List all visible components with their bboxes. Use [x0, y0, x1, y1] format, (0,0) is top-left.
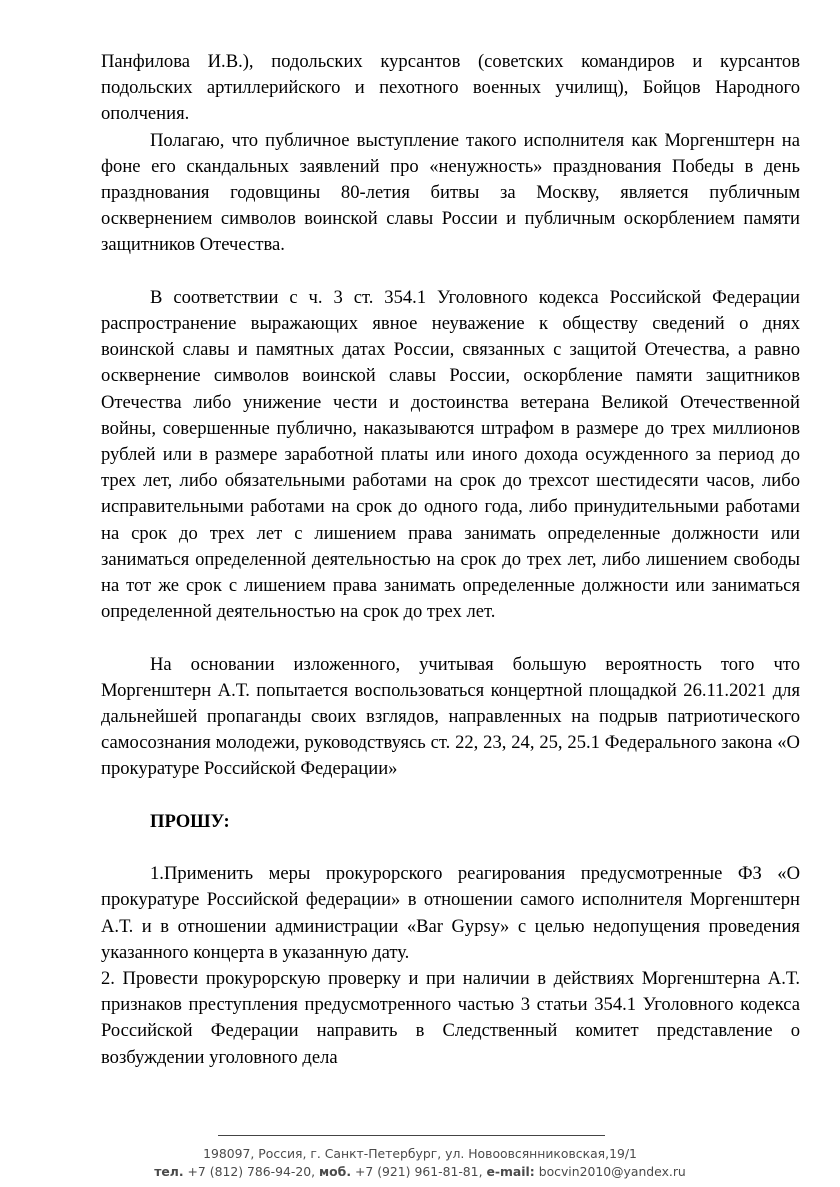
email-address: bocvin2010@yandex.ru [538, 1164, 686, 1179]
footer-address: 198097, Россия, г. Санкт-Петербург, ул. Новоовсянниковская,19/1 [203, 1146, 637, 1161]
paragraph-spacer [101, 259, 800, 285]
footer-contacts [0, 1163, 840, 1180]
email-label: e-mail: [486, 1164, 535, 1179]
mobile-number: +7 (921) 961-81-81, [354, 1164, 483, 1179]
request-item-2: 2. Провести прокурорскую проверку и при наличии в действиях Моргенштерна А.Т. признаков преступления предусмотренного частью 3 статьи 354.1 Уголовного кодекса Российской Федерации направить в Следственный комитет представление о возбуждении уголовного дела [101, 968, 800, 1068]
phone-label: тел. [154, 1164, 184, 1179]
document-body [101, 49, 800, 1071]
footer-divider [218, 1135, 605, 1136]
request-item-1: 1.Применить меры прокурорского реагирования предусмотренные ФЗ «О прокуратуре Российской федерации» в отношении самого исполнителя Моргенштерн А.Т. и в отношении администрации «Bar Gypsy» с целью недопущения проведения указанного концерта в указанную дату. [101, 863, 800, 963]
mobile-label: моб. [319, 1164, 352, 1179]
paragraph-spacer [101, 835, 800, 861]
paragraph-opinion: Полагаю, что публичное выступление такого исполнителя как Моргенштерн на фоне его скандальных заявлений про «ненужность» празднования Победы в день празднования годовщины 80-летия битвы за Москву, является публичным осквернением символов воинской славы России и публичным оскорблением памяти защитников Отечества. [101, 129, 800, 256]
phone-number: +7 (812) 786-94-20, [187, 1164, 316, 1179]
paragraph-basis: На основании изложенного, учитывая большую вероятность того что Моргенштерн А.Т. попытается воспользоваться концертной площадкой 26.11.2021 для дальнейшей пропаганды своих взглядов, направленных на подрыв патриотического самосознания молодежи, руководствуясь ст. 22, 23, 24, 25, 25.1 Федерального закона «О прокуратуре Российской Федерации» [101, 653, 800, 780]
paragraph-spacer [101, 625, 800, 651]
paragraph-continuation: Панфилова И.В.), подольских курсантов (советских командиров и курсантов подольских артиллерийского и пехотного военных училищ), Бойцов Народного ополчения. [101, 51, 800, 125]
request-heading: ПРОШУ: [150, 810, 230, 832]
paragraph-spacer [101, 783, 800, 809]
paragraph-law-citation: В соответствии с ч. 3 ст. 354.1 Уголовного кодекса Российской Федерации распространение выражающих явное неуважение к обществу сведений о днях воинской славы и памятных датах России, связанных с защитой Отечества, а равно осквернение символов воинской славы России, оскорбление памяти защитников Отечества либо унижение чести и достоинства ветерана Великой Отечественной войны, совершенные публично, наказываются штрафом в размере до трех миллионов рублей или в размере заработной платы или иного дохода осужденного за период до трех лет, либо обязательными работами на срок до трехсот шестидесяти часов, либо исправительными работами на срок до одного года, либо принудительными работами на срок до трех лет с лишением права занимать определенные должности или заниматься определенной деятельностью на срок до трех лет, либо лишением свободы на тот же срок с лишением права занимать определенные должности или заниматься определенной деятельностью на срок до трех лет. [101, 286, 800, 623]
